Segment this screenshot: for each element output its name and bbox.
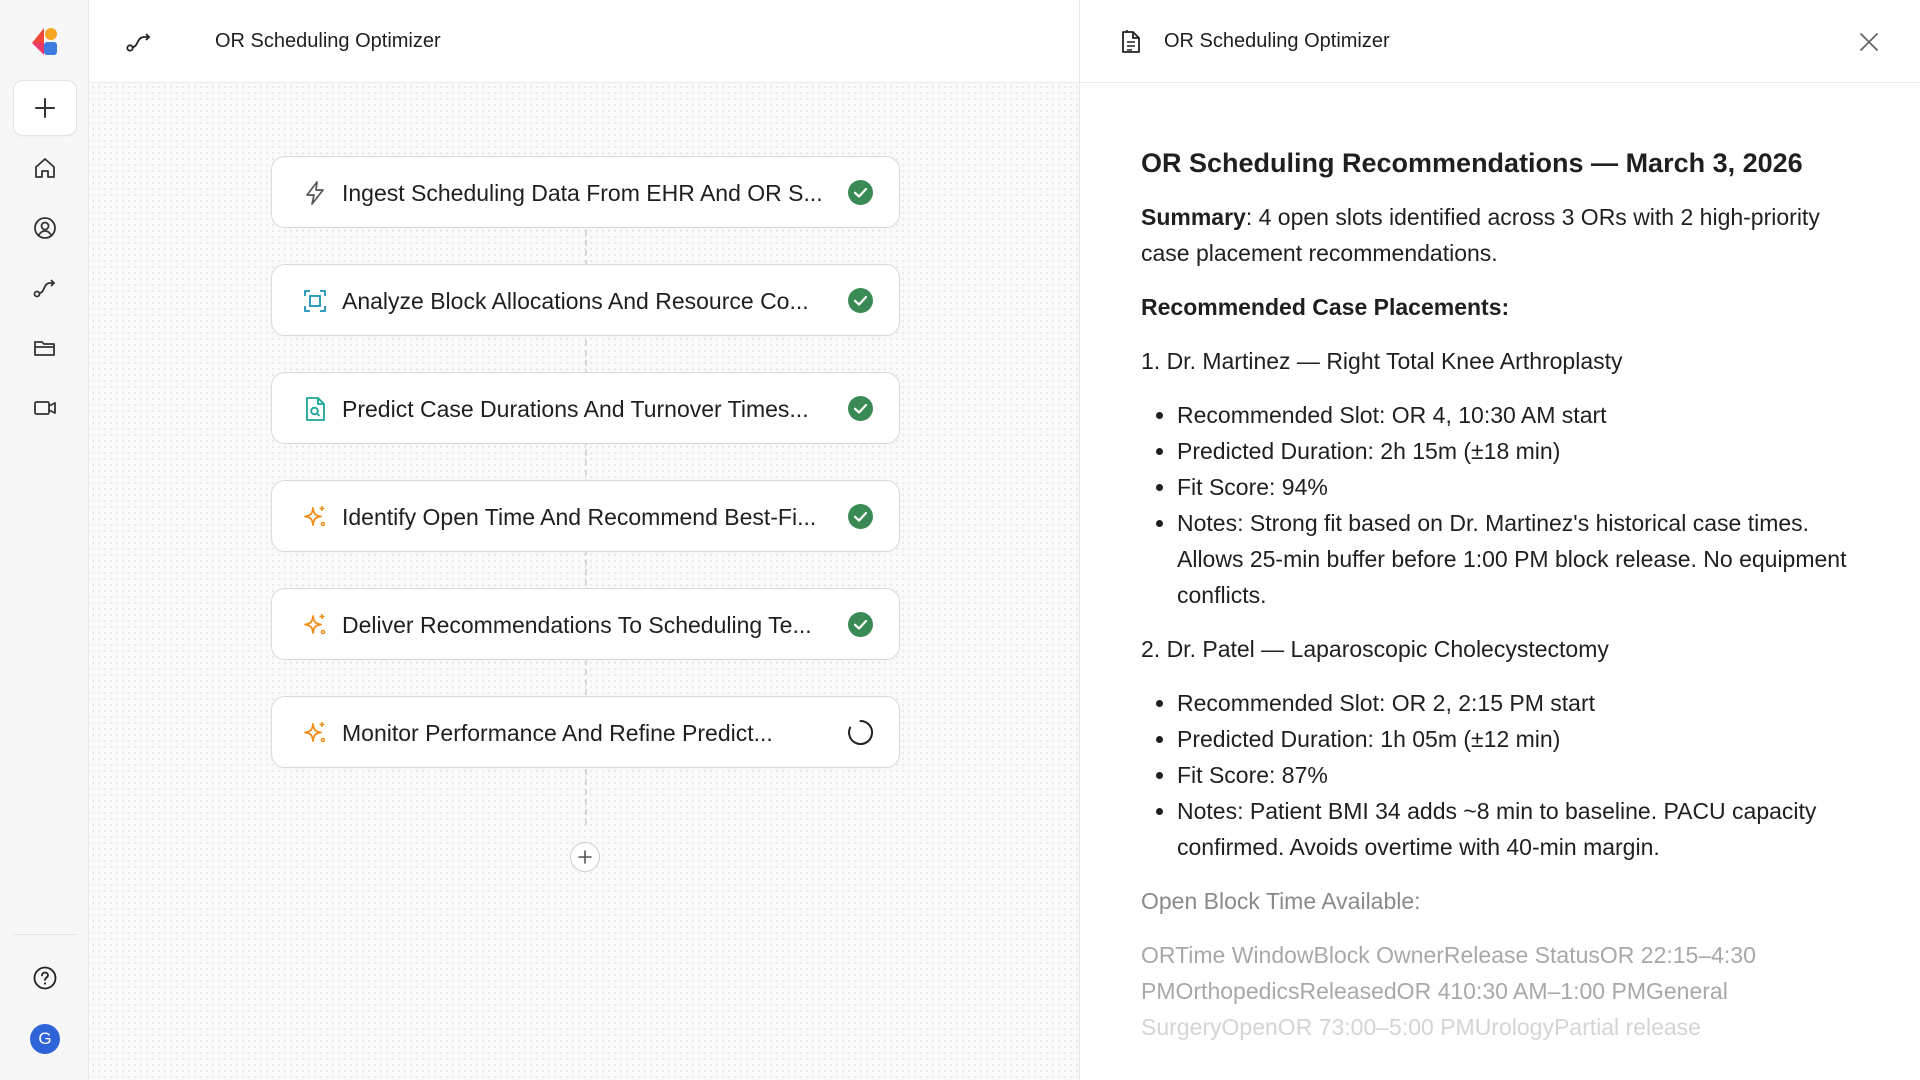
workflow-step[interactable]	[271, 264, 900, 336]
app-logo-icon[interactable]	[29, 25, 61, 57]
output-panel	[1079, 0, 1920, 1080]
flow-icon	[124, 28, 154, 56]
canvas-header	[90, 0, 1079, 83]
avatar[interactable]: G	[30, 1024, 60, 1054]
sparkle-icon	[301, 719, 329, 747]
case-title: 2. Dr. Patel — Laparoscopic Cholecystectomy	[1141, 636, 1609, 662]
step-label: Analyze Block Allocations And Resource Co...	[342, 288, 809, 314]
workflow-canvas[interactable]	[90, 0, 1079, 1080]
sidebar	[0, 0, 89, 1080]
new-button[interactable]	[13, 80, 77, 136]
video-button[interactable]	[13, 380, 77, 436]
case-details	[1177, 685, 1871, 865]
check-circle-icon	[847, 503, 874, 530]
sparkle-icon	[301, 503, 329, 531]
panel-title: OR Scheduling Optimizer	[1164, 30, 1390, 52]
workflow-step[interactable]	[271, 372, 900, 444]
check-circle-icon	[847, 611, 874, 638]
help-icon	[32, 965, 58, 991]
flow-icon	[32, 275, 58, 301]
check-circle-icon	[847, 179, 874, 206]
sparkle-icon	[301, 611, 329, 639]
home-icon	[32, 155, 58, 181]
recommendations-content	[1141, 145, 1871, 1045]
workflow-step[interactable]	[271, 696, 900, 768]
placements-heading: Recommended Case Placements:	[1141, 294, 1510, 320]
workflow-step[interactable]	[271, 588, 900, 660]
open-block-line: ORTime WindowBlock OwnerRelease StatusOR 22:15–4:30	[1141, 942, 1756, 968]
step-label: Ingest Scheduling Data From EHR And OR S...	[342, 180, 823, 206]
open-block-table	[1141, 937, 1871, 1045]
open-block-line: PMOrthopedicsReleasedOR 410:30 AM–1:00 PMGeneral	[1141, 978, 1728, 1004]
video-icon	[32, 395, 58, 421]
doc-search-icon	[301, 395, 329, 423]
list-item: • Predicted Duration: 1h 05m (±12 min)	[1177, 721, 1871, 757]
plus-icon	[577, 849, 593, 865]
check-circle-icon	[847, 395, 874, 422]
list-item: • Predicted Duration: 2h 15m (±18 min)	[1177, 433, 1871, 469]
list-item: • Fit Score: 94%	[1177, 469, 1871, 505]
step-label: Deliver Recommendations To Scheduling Te...	[342, 612, 812, 638]
document-icon	[1118, 28, 1144, 56]
summary	[1141, 199, 1871, 271]
user-circle-icon	[32, 215, 58, 241]
loading-spinner-icon	[847, 719, 874, 746]
workflow-title: OR Scheduling Optimizer	[215, 30, 441, 52]
folder-icon	[32, 335, 58, 361]
check-circle-icon	[847, 287, 874, 314]
scan-icon	[301, 287, 329, 315]
list-item: • Recommended Slot: OR 2, 2:15 PM start	[1177, 685, 1871, 721]
open-block-line: SurgeryOpenOR 73:00–5:00 PMUrologyPartial release	[1141, 1014, 1701, 1040]
list-item: • Fit Score: 87%	[1177, 757, 1871, 793]
step-label: Predict Case Durations And Turnover Times...	[342, 396, 809, 422]
summary-label: Summary	[1141, 204, 1246, 230]
case-details	[1177, 397, 1871, 613]
list-item: • Notes: Patient BMI 34 adds ~8 min to baseline. PACU capacity confirmed. Avoids overtime with 40-min margin.	[1177, 793, 1871, 865]
case-title: 1. Dr. Martinez — Right Total Knee Arthroplasty	[1141, 348, 1623, 374]
open-block-heading: Open Block Time Available:	[1141, 888, 1421, 914]
close-icon[interactable]	[1855, 28, 1883, 56]
help-button[interactable]	[13, 950, 77, 1006]
list-item: • Recommended Slot: OR 4, 10:30 AM start	[1177, 397, 1871, 433]
sidebar-divider	[13, 934, 77, 935]
panel-header	[1080, 0, 1920, 83]
step-label: Monitor Performance And Refine Predict...	[342, 720, 773, 746]
profile-button[interactable]	[13, 200, 77, 256]
home-button[interactable]	[13, 140, 77, 196]
step-label: Identify Open Time And Recommend Best-Fi...	[342, 504, 817, 530]
workflow-step[interactable]	[271, 156, 900, 228]
files-button[interactable]	[13, 320, 77, 376]
summary-text: : 4 open slots identified across 3 ORs with 2 high-priority case placement recommendations.	[1141, 204, 1820, 266]
workflow-step[interactable]	[271, 480, 900, 552]
list-item: • Notes: Strong fit based on Dr. Martinez's historical case times. Allows 25-min buffer before 1:00 PM block release. No equipment conflicts.	[1177, 505, 1871, 613]
workflows-button[interactable]	[13, 260, 77, 316]
lightning-icon	[301, 179, 329, 207]
plus-icon	[32, 95, 58, 121]
add-step-button[interactable]	[570, 842, 600, 872]
report-heading: OR Scheduling Recommendations — March 3, 2026	[1141, 148, 1803, 178]
